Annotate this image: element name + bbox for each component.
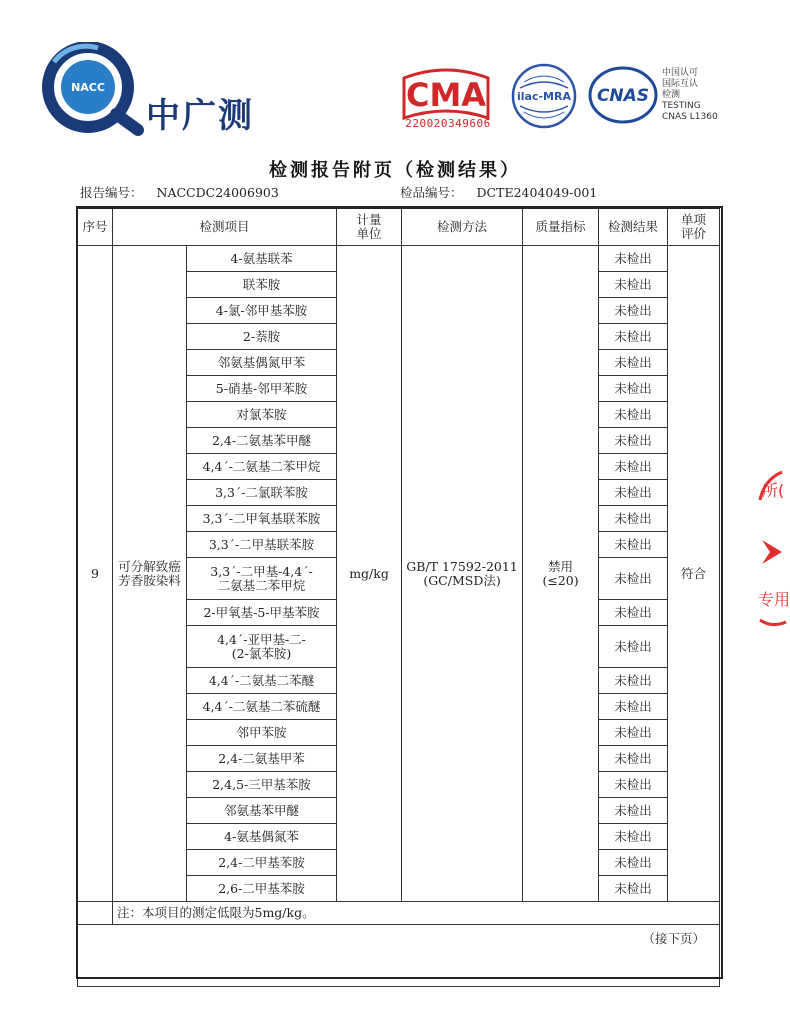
header-result: 检测结果 xyxy=(599,208,668,246)
method-cell: GB/T 17592-2011 (GC/MSD法) xyxy=(402,246,523,902)
test-item: 5-硝基-邻甲苯胺 xyxy=(187,376,337,402)
svg-text:所(: 所( xyxy=(762,481,785,500)
result-cell: 未检出 xyxy=(599,324,668,350)
item-category: 可分解致癌 芳香胺染料 xyxy=(113,246,187,902)
test-item: 3,3´-二甲氧基联苯胺 xyxy=(187,506,337,532)
result-cell: 未检出 xyxy=(599,246,668,272)
test-item: 4-氨基偶氮苯 xyxy=(187,824,337,850)
result-cell: 未检出 xyxy=(599,668,668,694)
test-item: 4,4´-二氨基二苯甲烷 xyxy=(187,454,337,480)
result-cell: 未检出 xyxy=(599,402,668,428)
result-cell: 未检出 xyxy=(599,876,668,902)
result-cell: 未检出 xyxy=(599,824,668,850)
continued-text: （接下页） xyxy=(78,925,720,987)
header-standard: 质量指标 xyxy=(523,208,599,246)
header-unit: 计量 单位 xyxy=(337,208,402,246)
test-item: 3,3´-二甲基-4,4´- 二氨基二苯甲烷 xyxy=(187,558,337,600)
test-item: 4,4´-二氨基二苯醚 xyxy=(187,668,337,694)
cma-label: CMA xyxy=(405,76,487,114)
note-text: 注：本项目的测定低限为5mg/kg。 xyxy=(113,902,720,925)
table-row xyxy=(78,246,720,272)
result-cell: 未检出 xyxy=(599,720,668,746)
item-number: 9 xyxy=(78,246,113,902)
header-item: 检测项目 xyxy=(113,208,337,246)
result-cell: 未检出 xyxy=(599,600,668,626)
result-cell: 未检出 xyxy=(599,772,668,798)
svg-text:专用: 专用 xyxy=(758,590,790,609)
result-cell: 未检出 xyxy=(599,480,668,506)
result-cell: 未检出 xyxy=(599,798,668,824)
test-item: 2,6-二甲基苯胺 xyxy=(187,876,337,902)
eval-cell: 符合 xyxy=(668,246,720,902)
test-item: 2,4,5-三甲基苯胺 xyxy=(187,772,337,798)
test-item: 邻氨基偶氮甲苯 xyxy=(187,350,337,376)
cnas-caption: 中国认可 国际互认 检测 TESTING CNAS L1360 xyxy=(662,68,718,122)
result-cell: 未检出 xyxy=(599,532,668,558)
standard-cell: 禁用 (≤20) xyxy=(523,246,599,902)
test-item: 2-甲氧基-5-甲基苯胺 xyxy=(187,600,337,626)
test-item: 2,4-二氨基甲苯 xyxy=(187,746,337,772)
footer-row xyxy=(78,925,720,987)
test-item: 对氯苯胺 xyxy=(187,402,337,428)
result-cell: 未检出 xyxy=(599,350,668,376)
test-item: 3,3´-二甲基联苯胺 xyxy=(187,532,337,558)
result-cell: 未检出 xyxy=(599,626,668,668)
result-cell: 未检出 xyxy=(599,558,668,600)
table-header-row xyxy=(78,208,720,246)
result-cell: 未检出 xyxy=(599,746,668,772)
test-item: 2,4-二氨基苯甲醚 xyxy=(187,428,337,454)
result-cell: 未检出 xyxy=(599,694,668,720)
header-method: 检测方法 xyxy=(402,208,523,246)
test-item: 邻甲苯胺 xyxy=(187,720,337,746)
result-cell: 未检出 xyxy=(599,272,668,298)
result-cell: 未检出 xyxy=(599,850,668,876)
result-cell: 未检出 xyxy=(599,454,668,480)
cma-number: 220020349606 xyxy=(405,117,491,130)
test-item: 4,4´-二氨基二苯硫醚 xyxy=(187,694,337,720)
test-item: 4-氯-邻甲基苯胺 xyxy=(187,298,337,324)
test-item: 2-萘胺 xyxy=(187,324,337,350)
test-item: 联苯胺 xyxy=(187,272,337,298)
header-no: 序号 xyxy=(78,208,113,246)
test-item: 3,3´-二氯联苯胺 xyxy=(187,480,337,506)
results-table xyxy=(77,207,720,987)
header-eval: 单项 评价 xyxy=(668,208,720,246)
test-item: 4,4´-亚甲基-二- (2-氯苯胺) xyxy=(187,626,337,668)
report-number: 报告编号： NACCDC24006903 xyxy=(80,185,279,200)
result-cell: 未检出 xyxy=(599,506,668,532)
result-cell: 未检出 xyxy=(599,298,668,324)
sample-number: 检品编号： DCTE2404049-001 xyxy=(400,185,598,200)
test-item: 4-氨基联苯 xyxy=(187,246,337,272)
cnas-mark xyxy=(588,65,658,125)
test-item: 邻氨基苯甲醚 xyxy=(187,798,337,824)
result-cell: 未检出 xyxy=(599,376,668,402)
cnas-label: CNAS xyxy=(596,86,650,106)
ilac-label: ilac-MRA xyxy=(517,90,571,103)
brand-name: 中广测 xyxy=(146,96,254,136)
ilac-mra-mark xyxy=(510,62,578,130)
test-item: 2,4-二甲基苯胺 xyxy=(187,850,337,876)
result-cell: 未检出 xyxy=(599,428,668,454)
logo-badge: NACC xyxy=(71,81,105,94)
page-title: 检测报告附页（检测结果） xyxy=(269,160,521,181)
note-row xyxy=(78,902,720,925)
unit-cell: mg/kg xyxy=(337,246,402,902)
seal-stamp-fragment xyxy=(752,460,790,630)
